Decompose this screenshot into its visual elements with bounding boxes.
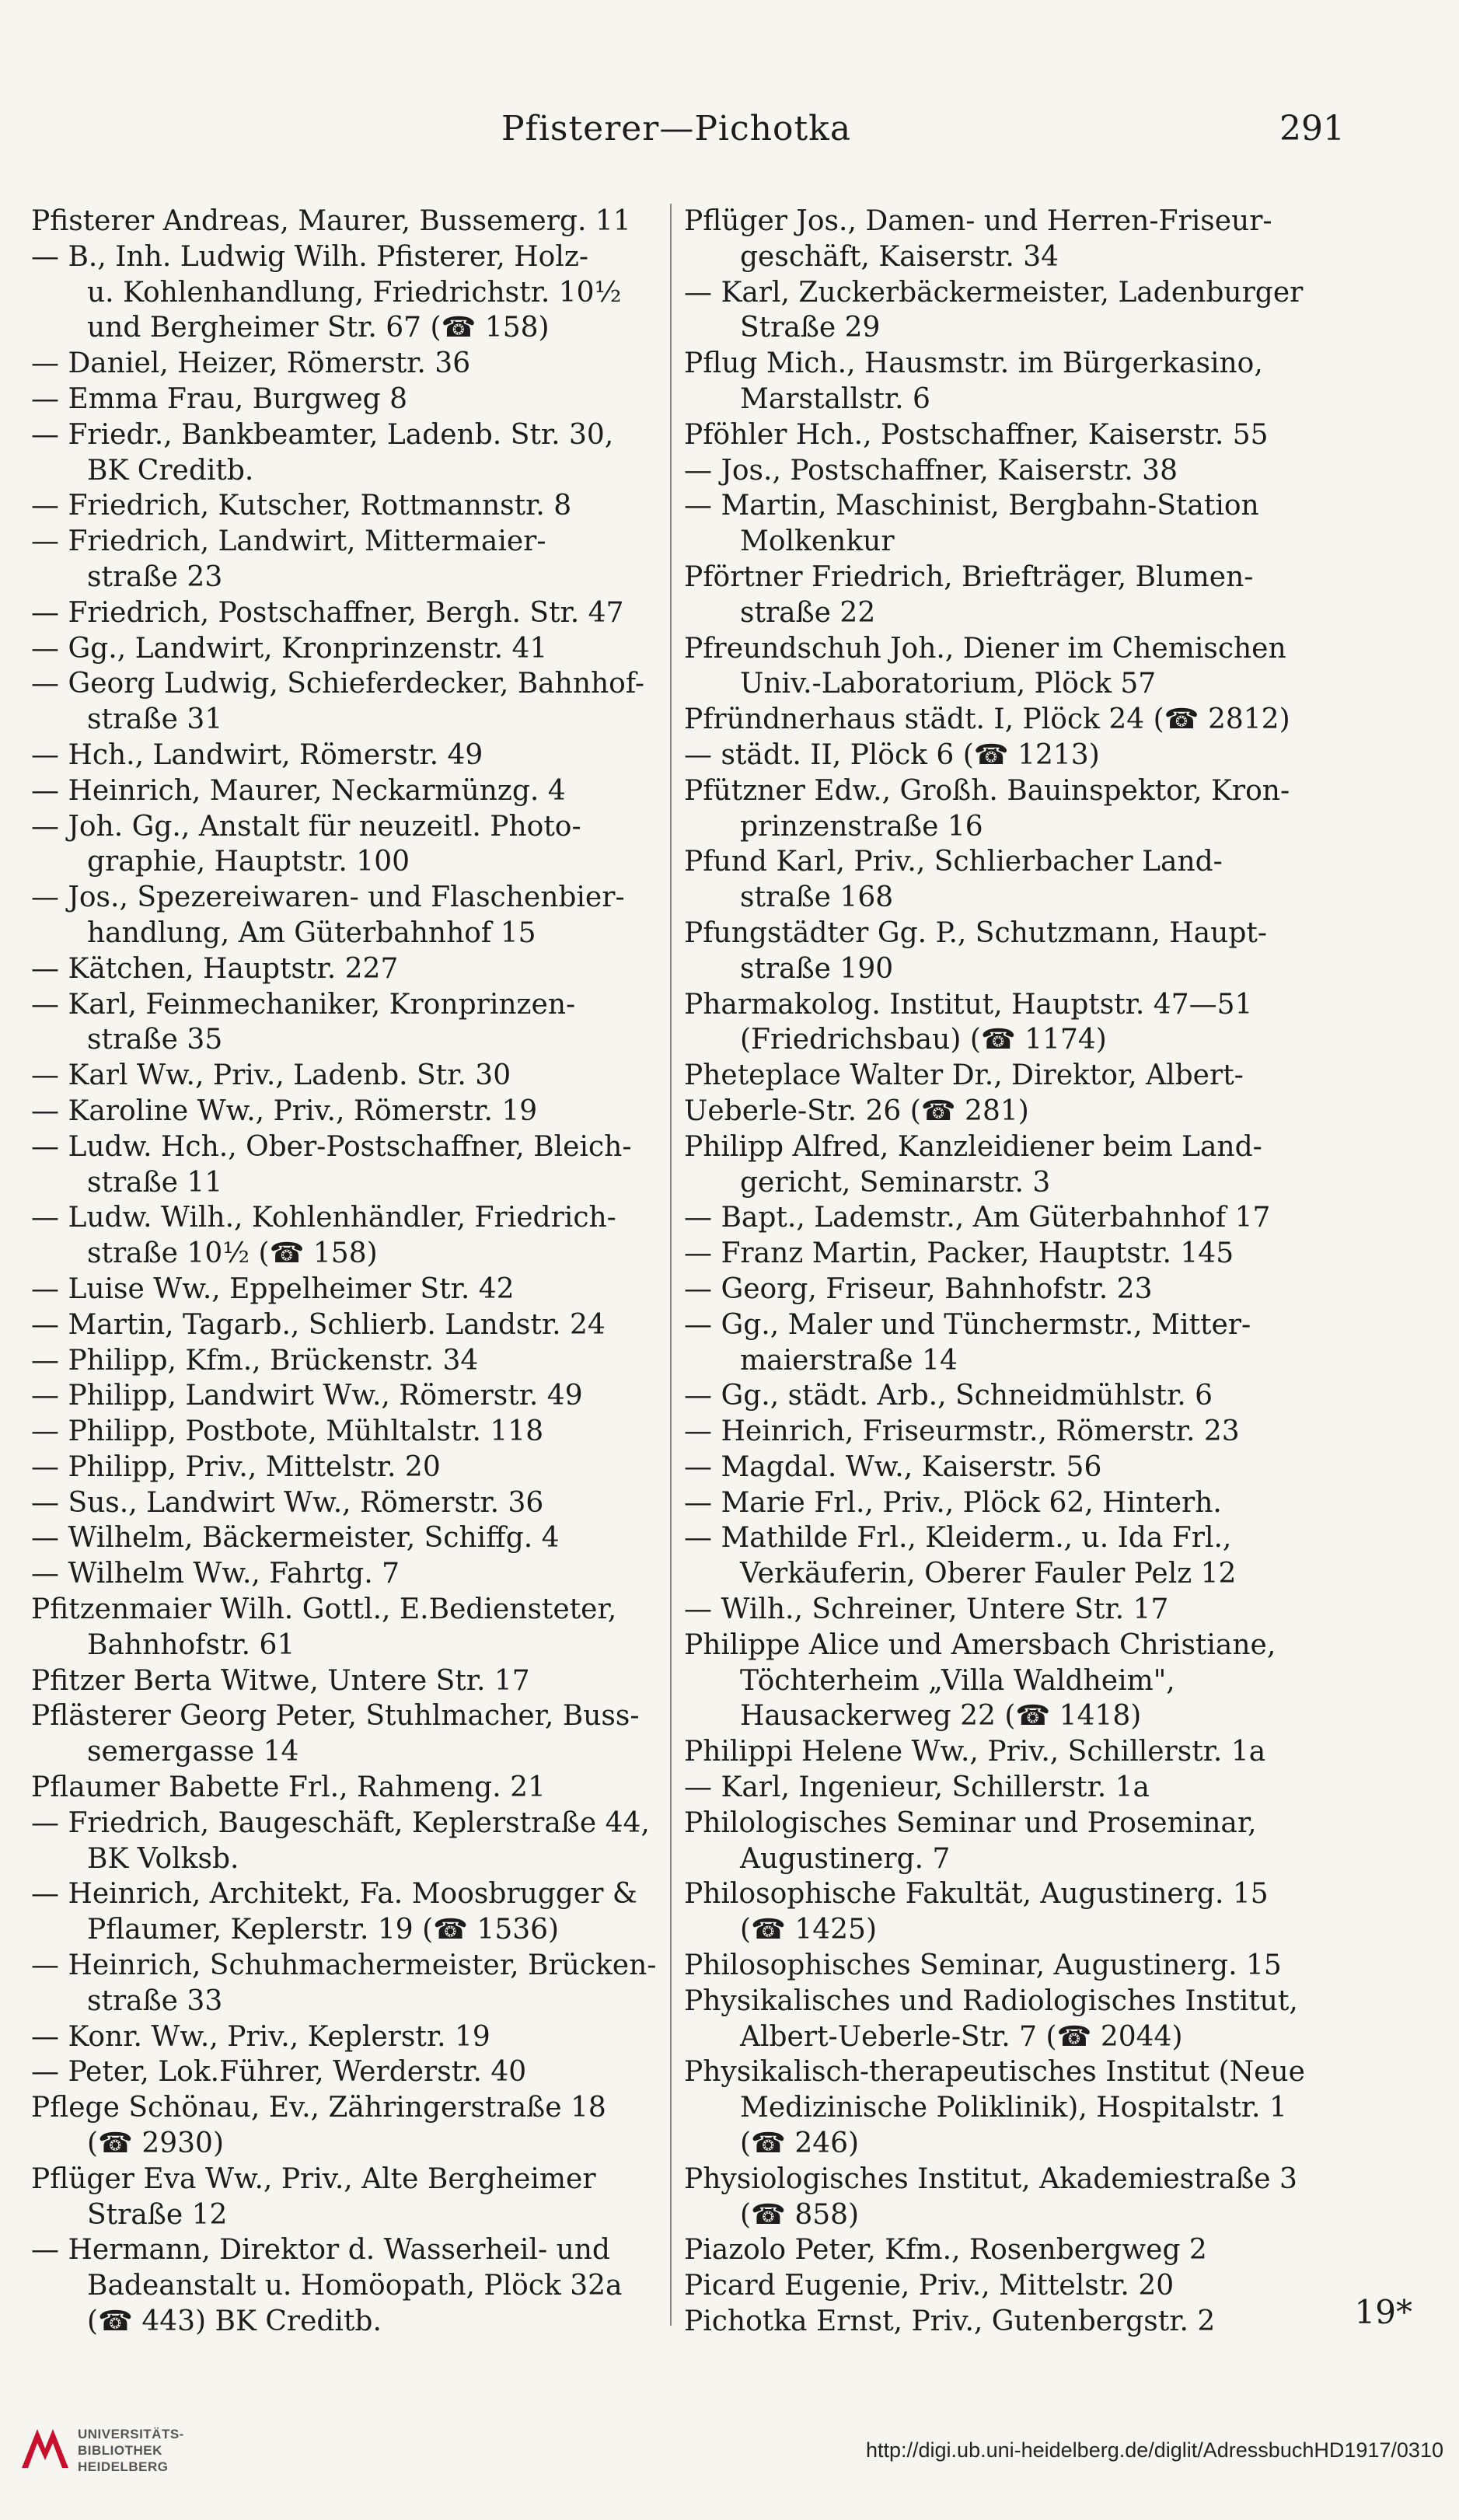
directory-entry-line: Pfitzenmaier Wilh. Gottl., E.Bediensteter,: [31, 1593, 617, 1626]
directory-entry-line: — Ludw. Wilh., Kohlenhändler, Friedrich-: [31, 1202, 616, 1234]
directory-entry-line: Piazolo Peter, Kfm., Rosenbergweg 2: [684, 2234, 1207, 2267]
directory-entry-line: Pichotka Ernst, Priv., Gutenbergstr. 2: [684, 2305, 1216, 2338]
directory-entry-line: Medizinische Poliklinik), Hospitalstr. 1: [740, 2092, 1287, 2124]
directory-entry-line: — Georg Ludwig, Schieferdecker, Bahnhof-: [31, 668, 645, 700]
signature-mark: 19*: [1354, 2293, 1412, 2331]
directory-entry-line: Physiologisches Institut, Akademiestraße 3: [684, 2162, 1297, 2195]
directory-entry-line: — Georg, Friseur, Bahnhofstr. 23: [684, 1272, 1153, 1305]
directory-entry-line: — Daniel, Heizer, Römerstr. 36: [31, 347, 471, 380]
directory-entry-line: straße 31: [87, 703, 223, 736]
directory-entry-line: — Heinrich, Architekt, Fa. Moosbrugger &: [31, 1878, 637, 1911]
directory-entry-line: — Friedrich, Baugeschäft, Keplerstraße 44,: [31, 1806, 650, 1839]
directory-entry-line: Pfitzer Berta Witwe, Untere Str. 17: [31, 1664, 530, 1697]
directory-entry-line: Ueberle-Str. 26 (☎ 281): [684, 1094, 1029, 1127]
directory-entry-line: graphie, Hauptstr. 100: [87, 846, 410, 878]
directory-entry-line: — Gg., städt. Arb., Schneidmühlstr. 6: [684, 1380, 1213, 1412]
directory-entry-line: Pharmakolog. Institut, Hauptstr. 47—51: [684, 988, 1253, 1021]
directory-entry-line: (Friedrichsbau) (☎ 1174): [740, 1024, 1107, 1056]
directory-entry-line: BK Creditb.: [87, 454, 254, 487]
directory-entry-line: Univ.-Laboratorium, Plöck 57: [740, 668, 1157, 700]
directory-entry-line: Pflüger Jos., Damen- und Herren-Friseur-: [684, 205, 1272, 237]
directory-entry-line: Pflaumer, Keplerstr. 19 (☎ 1536): [87, 1914, 560, 1946]
source-url-link[interactable]: http://digi.ub.uni-heidelberg.de/diglit/AdressbuchHD1917/0310: [865, 2438, 1443, 2462]
directory-entry-line: — Sus., Landwirt Ww., Römerstr. 36: [31, 1486, 544, 1519]
directory-entry-line: — Martin, Tagarb., Schlierb. Landstr. 24: [31, 1308, 606, 1341]
directory-entry-line: Pförtner Friedrich, Briefträger, Blumen-: [684, 560, 1254, 593]
directory-entry-line: — Friedr., Bankbeamter, Ladenb. Str. 30,: [31, 418, 614, 451]
directory-entry-line: Pflüger Eva Ww., Priv., Alte Bergheimer: [31, 2162, 596, 2195]
directory-entry-line: — Jos., Spezereiwaren- und Flaschenbier-: [31, 881, 625, 914]
directory-entry-line: — Luise Ww., Eppelheimer Str. 42: [31, 1272, 515, 1305]
university-logo-icon: [14, 2414, 76, 2476]
directory-entry-line: — Peter, Lok.Führer, Werderstr. 40: [31, 2056, 527, 2089]
directory-entry-line: Pfund Karl, Priv., Schlierbacher Land-: [684, 846, 1223, 878]
directory-entry-line: — Friedrich, Postschaffner, Bergh. Str. 47: [31, 596, 624, 629]
footer: [0, 2398, 1459, 2520]
directory-entry-line: — Franz Martin, Packer, Hauptstr. 145: [684, 1237, 1234, 1270]
directory-entry-line: Hausackerweg 22 (☎ 1418): [740, 1700, 1142, 1733]
directory-entry-line: Pfisterer Andreas, Maurer, Bussemerg. 11: [31, 205, 631, 237]
directory-entry-line: — Karoline Ww., Priv., Römerstr. 19: [31, 1094, 538, 1127]
directory-entry-line: Pföhler Hch., Postschaffner, Kaiserstr. 55: [684, 418, 1269, 451]
directory-entry-line: maierstraße 14: [740, 1344, 958, 1377]
directory-entry-line: — Friedrich, Kutscher, Rottmannstr. 8: [31, 490, 572, 522]
directory-entry-line: Pfungstädter Gg. P., Schutzmann, Haupt-: [684, 916, 1267, 949]
directory-entry-line: Straße 29: [740, 312, 881, 344]
directory-entry-line: (☎ 1425): [740, 1914, 877, 1946]
directory-entry-line: straße 10½ (☎ 158): [87, 1237, 378, 1270]
directory-entry-line: (☎ 858): [740, 2198, 860, 2231]
directory-entry-line: Picard Eugenie, Priv., Mittelstr. 20: [684, 2270, 1175, 2302]
directory-entry-line: (☎ 443) BK Creditb.: [87, 2305, 382, 2338]
directory-entry-line: — Philipp, Postbote, Mühltalstr. 118: [31, 1415, 544, 1448]
directory-entry-line: — Karl, Zuckerbäckermeister, Ladenburger: [684, 276, 1304, 309]
directory-entry-line: Pflaumer Babette Frl., Rahmeng. 21: [31, 1771, 546, 1804]
directory-entry-line: Pfreundschuh Joh., Diener im Chemischen: [684, 632, 1286, 665]
directory-entry-line: Pheteplace Walter Dr., Direktor, Albert-: [684, 1059, 1244, 1092]
directory-entry-line: Physikalisch-therapeutisches Institut (Neue: [684, 2056, 1305, 2089]
directory-entry-line: BK Volksb.: [87, 1842, 239, 1875]
directory-entry-line: Pflästerer Georg Peter, Stuhlmacher, Buss-: [31, 1700, 640, 1733]
directory-entry-line: — Kätchen, Hauptstr. 227: [31, 952, 399, 985]
directory-entry-line: — Karl, Feinmechaniker, Kronprinzen-: [31, 988, 576, 1021]
directory-entry-line: (☎ 246): [740, 2127, 860, 2160]
directory-entry-line: Molkenkur: [740, 525, 895, 558]
directory-entry-line: Badeanstalt u. Homöopath, Plöck 32a: [87, 2270, 623, 2302]
directory-entry-line: — Bapt., Lademstr., Am Güterbahnhof 17: [684, 1202, 1271, 1234]
directory-entry-line: Philosophisches Seminar, Augustinerg. 15: [684, 1949, 1282, 1982]
directory-entry-line: — Joh. Gg., Anstalt für neuzeitl. Photo-: [31, 810, 581, 843]
library-name: UNIVERSITÄTS- BIBLIOTHEK HEIDELBERG: [78, 2427, 184, 2474]
directory-entry-line: — Heinrich, Friseurmstr., Römerstr. 23: [684, 1415, 1240, 1448]
directory-entry-line: — Mathilde Frl., Kleiderm., u. Ida Frl.,: [684, 1522, 1232, 1555]
page-number: 291: [1279, 109, 1345, 148]
directory-entry-line: straße 168: [740, 881, 894, 914]
directory-entry-line: straße 33: [87, 1984, 223, 2017]
directory-entry-line: — Heinrich, Schuhmachermeister, Brücken-: [31, 1949, 657, 1982]
directory-entry-line: Pfützner Edw., Großh. Bauinspektor, Kron-: [684, 774, 1290, 807]
directory-entry-line: Marstallstr. 6: [740, 382, 930, 415]
directory-entry-line: — Martin, Maschinist, Bergbahn-Station: [684, 490, 1259, 522]
directory-entry-line: — Heinrich, Maurer, Neckarmünzg. 4: [31, 774, 566, 807]
directory-entry-line: — Wilhelm Ww., Fahrtg. 7: [31, 1558, 400, 1590]
directory-entry-line: u. Kohlenhandlung, Friedrichstr. 10½: [87, 276, 622, 309]
directory-entry-line: — Karl Ww., Priv., Ladenb. Str. 30: [31, 1059, 511, 1092]
directory-entry-line: — Philipp, Kfm., Brückenstr. 34: [31, 1344, 479, 1377]
directory-entry-line: Philipp Alfred, Kanzleidiener beim Land-: [684, 1130, 1262, 1163]
directory-entry-line: straße 35: [87, 1024, 223, 1056]
directory-entry-line: — Wilhelm, Bäckermeister, Schiffg. 4: [31, 1522, 560, 1555]
directory-entry-line: — Hermann, Direktor d. Wasserheil- und: [31, 2234, 610, 2267]
directory-entry-line: straße 11: [87, 1166, 223, 1199]
directory-entry-line: Philippe Alice und Amersbach Christiane,: [684, 1628, 1276, 1661]
directory-entry-line: straße 190: [740, 952, 894, 985]
directory-entry-line: Verkäuferin, Oberer Fauler Pelz 12: [740, 1558, 1237, 1590]
directory-entry-line: Physikalisches und Radiologisches Institut,: [684, 1984, 1298, 2017]
directory-entry-line: Pfründnerhaus städt. I, Plöck 24 (☎ 2812): [684, 703, 1290, 736]
left-column: [31, 204, 661, 2340]
directory-entry-line: — Marie Frl., Priv., Plöck 62, Hinterh.: [684, 1486, 1222, 1519]
directory-entry-line: — Ludw. Hch., Ober-Postschaffner, Bleich-: [31, 1130, 632, 1163]
directory-entry-line: — Magdal. Ww., Kaiserstr. 56: [684, 1450, 1102, 1483]
directory-entry-line: — Gg., Landwirt, Kronprinzenstr. 41: [31, 632, 548, 665]
directory-entry-line: Pflege Schönau, Ev., Zähringerstraße 18: [31, 2092, 606, 2124]
directory-entry-line: straße 22: [740, 596, 876, 629]
directory-entry-line: Philologisches Seminar und Proseminar,: [684, 1806, 1257, 1839]
directory-entry-line: — Hch., Landwirt, Römerstr. 49: [31, 738, 483, 771]
right-column: [684, 204, 1314, 2340]
directory-entry-line: — Gg., Maler und Tünchermstr., Mitter-: [684, 1308, 1251, 1341]
directory-entry-line: straße 23: [87, 560, 223, 593]
directory-entry-line: Philippi Helene Ww., Priv., Schillerstr. 1a: [684, 1736, 1266, 1768]
directory-columns: [31, 204, 1321, 2338]
directory-entry-line: geschäft, Kaiserstr. 34: [740, 240, 1059, 273]
directory-entry-line: Augustinerg. 7: [740, 1842, 951, 1875]
directory-entry-line: gericht, Seminarstr. 3: [740, 1166, 1051, 1199]
directory-entry-line: — Konr. Ww., Priv., Keplerstr. 19: [31, 2020, 490, 2053]
directory-entry-line: — B., Inh. Ludwig Wilh. Pfisterer, Holz-: [31, 240, 588, 273]
directory-entry-line: — Friedrich, Landwirt, Mittermaier-: [31, 525, 546, 558]
column-divider: [670, 204, 672, 2326]
directory-entry-line: prinzenstraße 16: [740, 810, 983, 843]
directory-entry-line: Töchterheim „Villa Waldheim",: [740, 1664, 1175, 1697]
page-header: [31, 109, 1345, 163]
directory-entry-line: semergasse 14: [87, 1736, 299, 1768]
directory-entry-line: — Wilh., Schreiner, Untere Str. 17: [684, 1593, 1169, 1626]
directory-entry-line: und Bergheimer Str. 67 (☎ 158): [87, 312, 550, 344]
directory-entry-line: — Philipp, Landwirt Ww., Römerstr. 49: [31, 1380, 583, 1412]
directory-entry-line: — Emma Frau, Burgweg 8: [31, 382, 408, 415]
directory-entry-line: — Philipp, Priv., Mittelstr. 20: [31, 1450, 441, 1483]
directory-entry-line: Straße 12: [87, 2198, 228, 2231]
directory-entry-line: (☎ 2930): [87, 2127, 224, 2160]
directory-entry-line: Philosophische Fakultät, Augustinerg. 15: [684, 1878, 1269, 1911]
directory-entry-line: Bahnhofstr. 61: [87, 1628, 295, 1661]
directory-entry-line: Albert-Ueberle-Str. 7 (☎ 2044): [740, 2020, 1183, 2053]
directory-entry-line: — Jos., Postschaffner, Kaiserstr. 38: [684, 454, 1178, 487]
directory-entry-line: Pflug Mich., Hausmstr. im Bürgerkasino,: [684, 347, 1263, 380]
directory-entry-line: handlung, Am Güterbahnhof 15: [87, 916, 536, 949]
page-title: Pfisterer—Pichotka: [501, 109, 852, 148]
directory-entry-line: — städt. II, Plöck 6 (☎ 1213): [684, 738, 1100, 771]
directory-entry-line: — Karl, Ingenieur, Schillerstr. 1a: [684, 1771, 1150, 1804]
